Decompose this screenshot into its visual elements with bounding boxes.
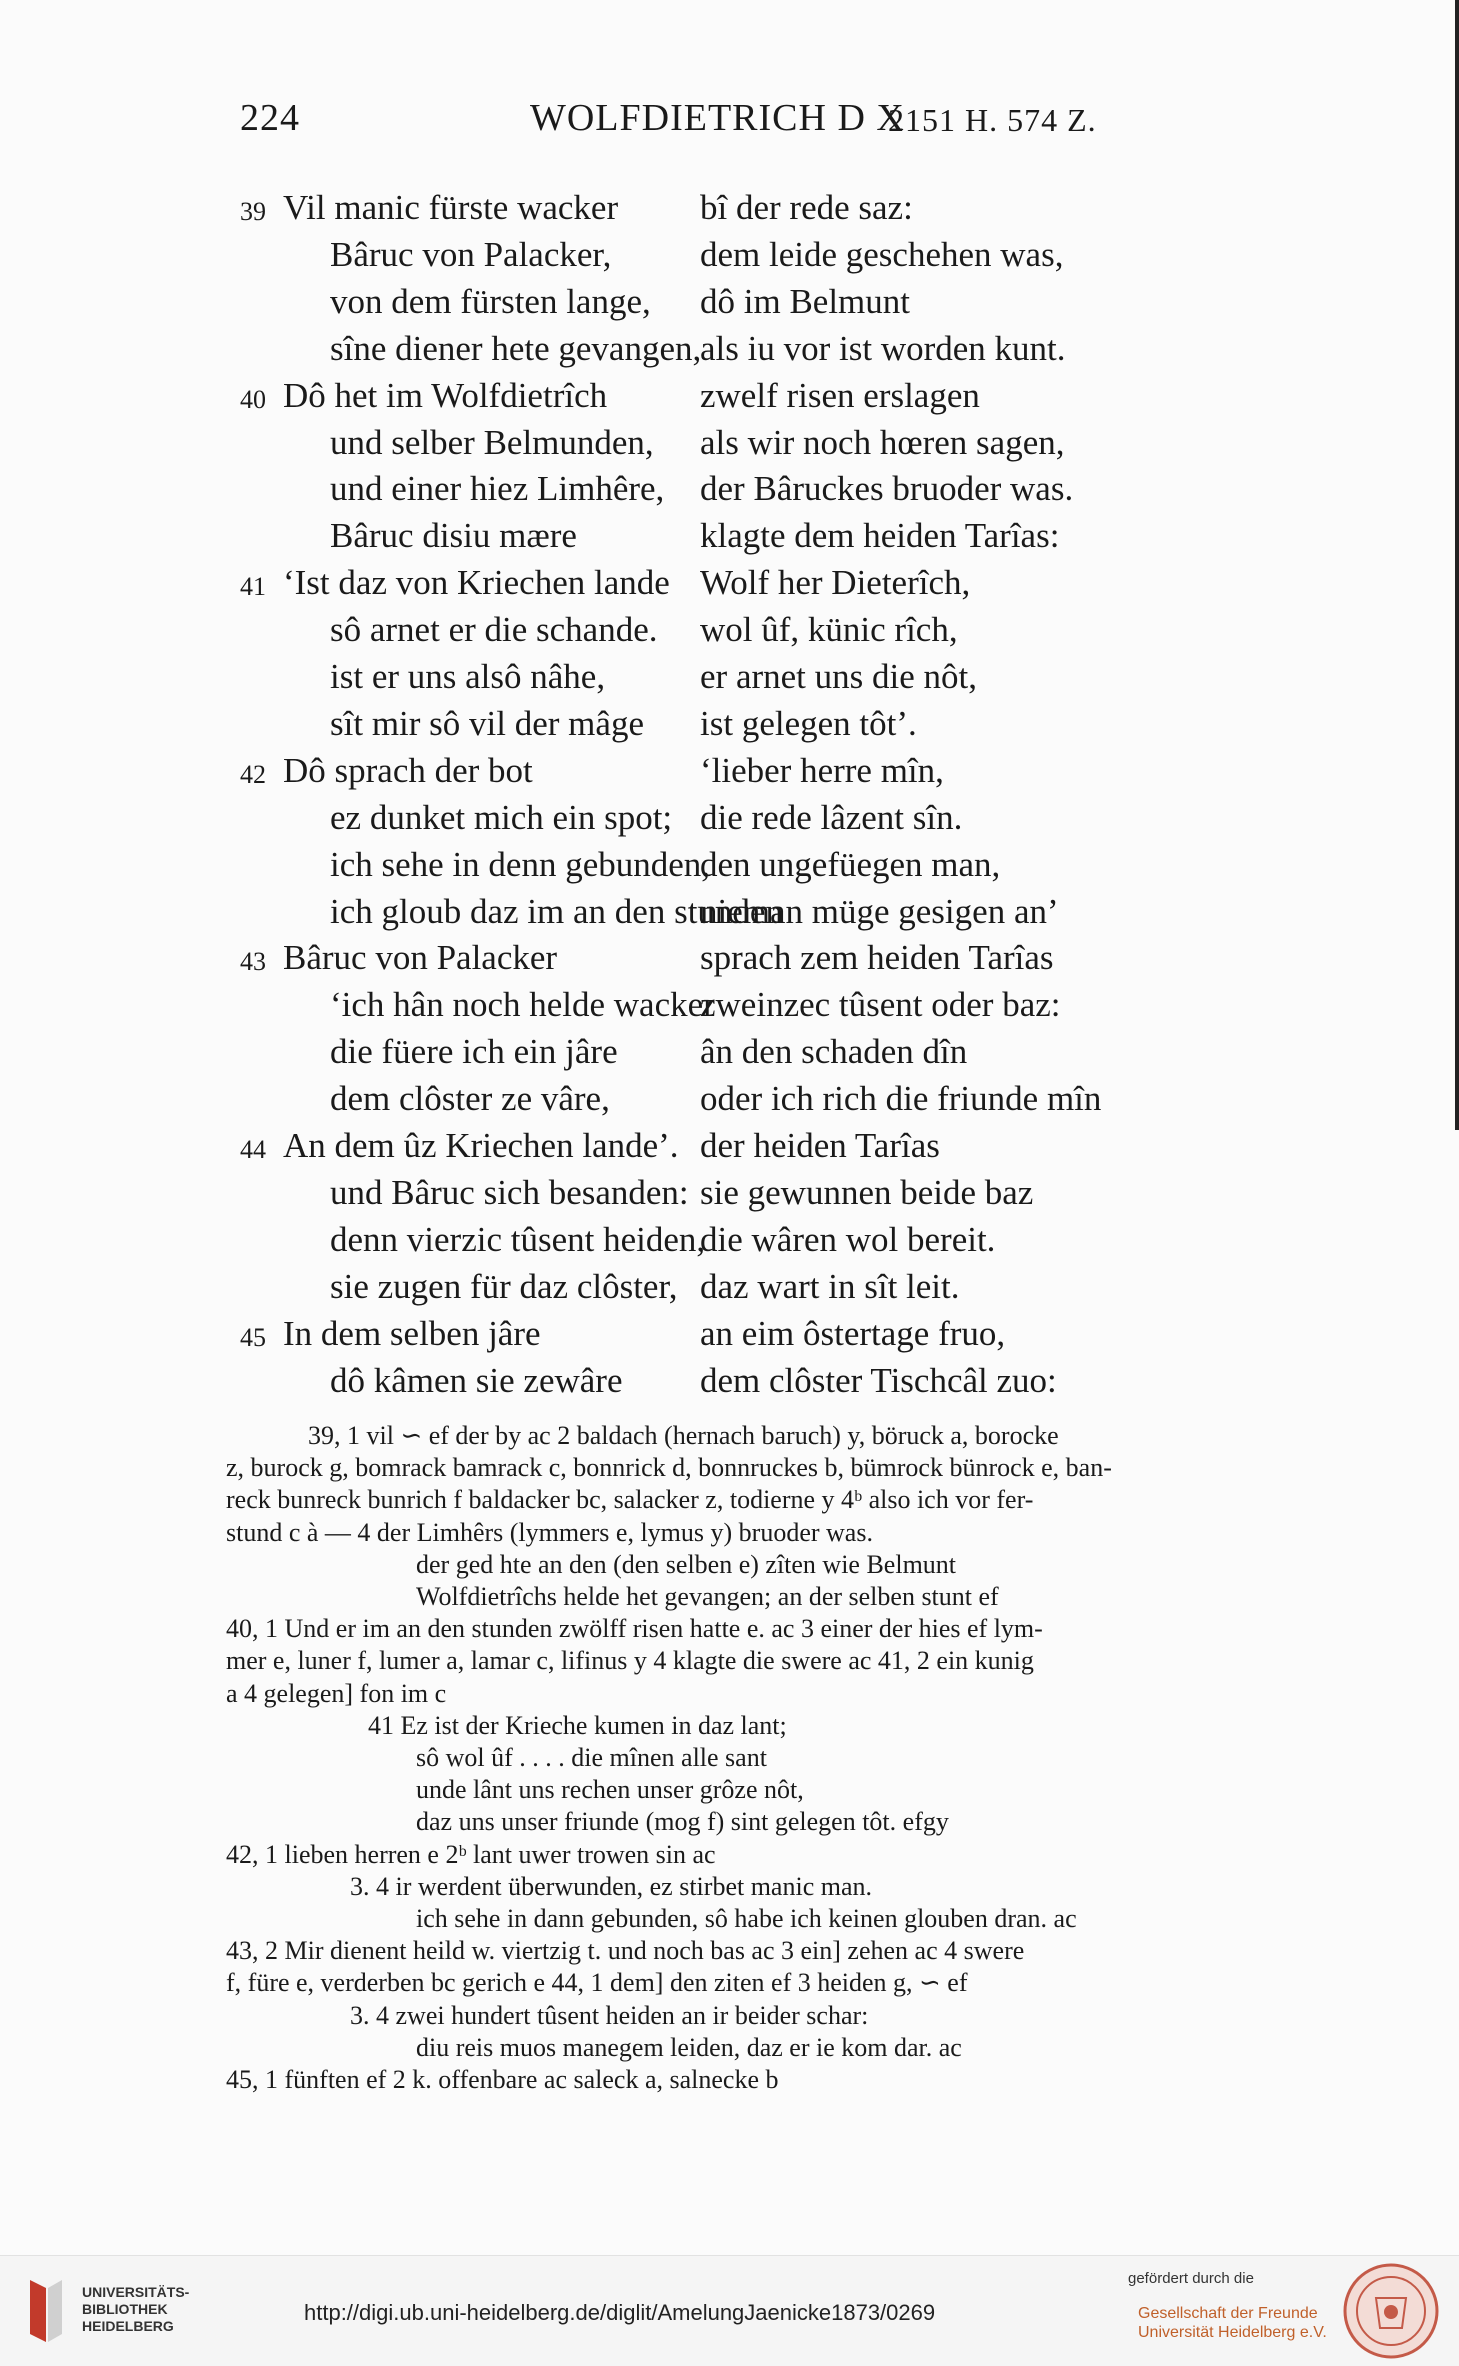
footnote-line: a 4 gelegen] fon im c xyxy=(226,1679,447,1708)
first-half-line: Dô het im Wolfdietrîch xyxy=(283,376,608,415)
second-half-line: ân den schaden dîn xyxy=(700,1032,968,1071)
footnote-line: 45, 1 fünften ef 2 k. offenbare ac saleck a, salnecke b xyxy=(226,2065,779,2094)
second-half-line: der Bâruckes bruoder was. xyxy=(700,469,1074,508)
verse-line xyxy=(0,185,1459,231)
footnote-line: diu reis muos manegem leiden, daz er ie kom dar. ac xyxy=(416,2033,962,2062)
verse-line xyxy=(0,982,1459,1028)
footnote-line: daz uns unser friunde (mog f) sint gelegen tôt. efgy xyxy=(416,1807,949,1836)
second-half-line: der heiden Tarîas xyxy=(700,1126,940,1165)
footnote-line: ich sehe in dann gebunden, sô habe ich keinen glouben dran. ac xyxy=(416,1904,1077,1933)
running-header xyxy=(240,96,1100,146)
first-half-line: und Bâruc sich besanden: xyxy=(330,1173,689,1212)
verse-line xyxy=(0,842,1459,888)
footnote-line: stund c à — 4 der Limhêrs (lymmers e, lymus y) bruoder was. xyxy=(226,1518,873,1547)
stanza-number: 42 xyxy=(240,760,266,789)
verse-line xyxy=(0,1217,1459,1263)
library-logo-icon xyxy=(22,2276,68,2346)
second-half-line: wol ûf, künic rîch, xyxy=(700,610,958,649)
footnote-line: 42, 1 lieben herren e 2ᵇ lant uwer trowen sin ac xyxy=(226,1840,716,1869)
first-half-line: Vil manic fürste wacker xyxy=(283,188,619,227)
footer-bar xyxy=(0,2255,1459,2366)
second-half-line: an eim ôstertage fruo, xyxy=(700,1314,1006,1353)
first-half-line: An dem ûz Kriechen lande’. xyxy=(283,1126,679,1165)
first-half-line: die füere ich ein jâre xyxy=(330,1032,618,1071)
footnote-line: 39, 1 vil ∽ ef der by ac 2 baldach (hernach baruch) y, böruck a, borocke xyxy=(308,1421,1059,1450)
verse-line xyxy=(0,1029,1459,1075)
second-half-line: nieman müge gesigen an’ xyxy=(700,892,1059,931)
first-half-line: und selber Belmunden, xyxy=(330,423,654,462)
page-number: 224 xyxy=(240,97,300,139)
first-half-line: Bâruc disiu mære xyxy=(330,516,577,555)
first-half-line: ez dunket mich ein spot; xyxy=(330,798,673,837)
sponsor-label: gefördert durch die xyxy=(1128,2270,1254,2287)
second-half-line: sie gewunnen beide baz xyxy=(700,1173,1034,1212)
second-half-line: den ungefüegen man, xyxy=(700,845,1001,884)
footnote-line: 40, 1 Und er im an den stunden zwölff risen hatte e. ac 3 einer der hies ef lym- xyxy=(226,1614,1043,1643)
footnote-line: unde lânt uns rechen unser grôze nôt, xyxy=(416,1775,804,1804)
verse-line xyxy=(0,466,1459,512)
first-half-line: von dem fürsten lange, xyxy=(330,282,651,321)
stanza-number: 43 xyxy=(240,947,266,976)
footnote-line: mer e, luner f, lumer a, lamar c, lifinus y 4 klagte die swere ac 41, 2 ein kunig xyxy=(226,1646,1034,1675)
second-half-line: oder ich rich die friunde mîn xyxy=(700,1079,1102,1118)
second-half-line: ist gelegen tôt’. xyxy=(700,704,917,743)
second-half-line: als wir noch hœren sagen, xyxy=(700,423,1065,462)
footnote-line: 3. 4 zwei hundert tûsent heiden an ir beider schar: xyxy=(350,2001,869,2030)
verse-line xyxy=(0,326,1459,372)
second-half-line: als iu vor ist worden kunt. xyxy=(700,329,1066,368)
verse-line xyxy=(0,795,1459,841)
verse-line xyxy=(0,513,1459,559)
second-half-line: sprach zem heiden Tarîas xyxy=(700,938,1054,977)
verse-line xyxy=(0,1076,1459,1122)
verse-line xyxy=(0,748,1459,794)
second-half-line: zwelf risen erslagen xyxy=(700,376,980,415)
verse-line xyxy=(0,701,1459,747)
first-half-line: Bâruc von Palacker xyxy=(283,938,558,977)
first-half-line: und einer hiez Limhêre, xyxy=(330,469,665,508)
footnote-line: 43, 2 Mir dienent heild w. viertzig t. und noch bas ac 3 ein] zehen ac 4 swere xyxy=(226,1936,1025,1965)
first-half-line: sô arnet er die schande. xyxy=(330,610,658,649)
first-half-line: ich gloub daz im an den stunden xyxy=(330,892,783,931)
footnote-line: sô wol ûf . . . . die mînen alle sant xyxy=(416,1743,767,1772)
verse-line xyxy=(0,1264,1459,1310)
footnote-line: f, füre e, verderben bc gerich e 44, 1 dem] den ziten ef 3 heiden g, ∽ ef xyxy=(226,1968,968,1997)
footnote-line: 41 Ez ist der Krieche kumen in daz lant; xyxy=(368,1711,787,1740)
first-half-line: sie zugen für daz clôster, xyxy=(330,1267,678,1306)
footnote-line: 3. 4 ir werdent überwunden, ez stirbet manic man. xyxy=(350,1872,872,1901)
footnote-line: reck bunreck bunrich f baldacker bc, salacker z, todierne y 4ᵇ also ich vor fer- xyxy=(226,1485,1034,1514)
first-half-line: ist er uns alsô nâhe, xyxy=(330,657,606,696)
university-seal-icon xyxy=(1342,2262,1440,2360)
second-half-line: dô im Belmunt xyxy=(700,282,910,321)
running-title: WOLFDIETRICH D X xyxy=(530,97,905,139)
second-half-line: die wâren wol bereit. xyxy=(700,1220,996,1259)
stanza-number: 41 xyxy=(240,572,266,601)
verse-line xyxy=(0,373,1459,419)
first-half-line: ‘ich hân noch helde wacker xyxy=(330,985,715,1024)
verse-line xyxy=(0,935,1459,981)
verse-line xyxy=(0,607,1459,653)
verse-line xyxy=(0,889,1459,935)
library-name: UNIVERSITÄTS- BIBLIOTHEK HEIDELBERG xyxy=(82,2284,190,2334)
second-half-line: Wolf her Dieterîch, xyxy=(700,563,971,602)
second-half-line: klagte dem heiden Tarîas: xyxy=(700,516,1060,555)
second-half-line: dem leide geschehen was, xyxy=(700,235,1064,274)
sponsor-name: Gesellschaft der Freunde Universität Heidelberg e.V. xyxy=(1138,2305,1327,2341)
second-half-line: zweinzec tûsent oder baz: xyxy=(700,985,1061,1024)
stanza-number: 40 xyxy=(240,385,266,414)
first-half-line: Bâruc von Palacker, xyxy=(330,235,612,274)
second-half-line: dem clôster Tischcâl zuo: xyxy=(700,1361,1057,1400)
verse-line xyxy=(0,1170,1459,1216)
verse-line xyxy=(0,420,1459,466)
first-half-line: ich sehe in denn gebunden, xyxy=(330,845,711,884)
permalink[interactable]: http://digi.ub.uni-heidelberg.de/diglit/AmelungJaenicke1873/0269 xyxy=(304,2300,936,2325)
stanza-number: 45 xyxy=(240,1323,266,1352)
second-half-line: ‘lieber herre mîn, xyxy=(700,751,944,790)
first-half-line: denn vierzic tûsent heiden, xyxy=(330,1220,706,1259)
first-half-line: sîne diener hete gevangen, xyxy=(330,329,702,368)
first-half-line: dô kâmen sie zewâre xyxy=(330,1361,623,1400)
footnote-line: Wolfdietrîchs helde het gevangen; an der selben stunt ef xyxy=(416,1582,999,1611)
verse-line xyxy=(0,232,1459,278)
first-half-line: dem clôster ze vâre, xyxy=(330,1079,610,1118)
second-half-line: daz wart in sît leit. xyxy=(700,1267,960,1306)
first-half-line: Dô sprach der bot xyxy=(283,751,533,790)
second-half-line: die rede lâzent sîn. xyxy=(700,798,963,837)
verse-line xyxy=(0,560,1459,606)
verse-line xyxy=(0,1358,1459,1404)
second-half-line: bî der rede saz: xyxy=(700,188,913,227)
first-half-line: sît mir sô vil der mâge xyxy=(330,704,644,743)
first-half-line: ‘Ist daz von Kriechen lande xyxy=(283,563,670,602)
first-half-line: In dem selben jâre xyxy=(283,1314,541,1353)
footnote-line: der ged hte an den (den selben e) zîten wie Belmunt xyxy=(416,1550,957,1579)
verse-line xyxy=(0,654,1459,700)
verse-line xyxy=(0,279,1459,325)
footnote-line: z, burock g, bomrack bamrack c, bonnrick d, bonnruckes b, bümrock bünrock e, ban- xyxy=(226,1453,1112,1482)
stanza-number: 39 xyxy=(240,197,266,226)
verse-line xyxy=(0,1123,1459,1169)
verse-line xyxy=(0,1311,1459,1357)
line-reference: 2151 H. 574 Z. xyxy=(888,102,1097,138)
stanza-number: 44 xyxy=(240,1135,266,1164)
second-half-line: er arnet uns die nôt, xyxy=(700,657,977,696)
